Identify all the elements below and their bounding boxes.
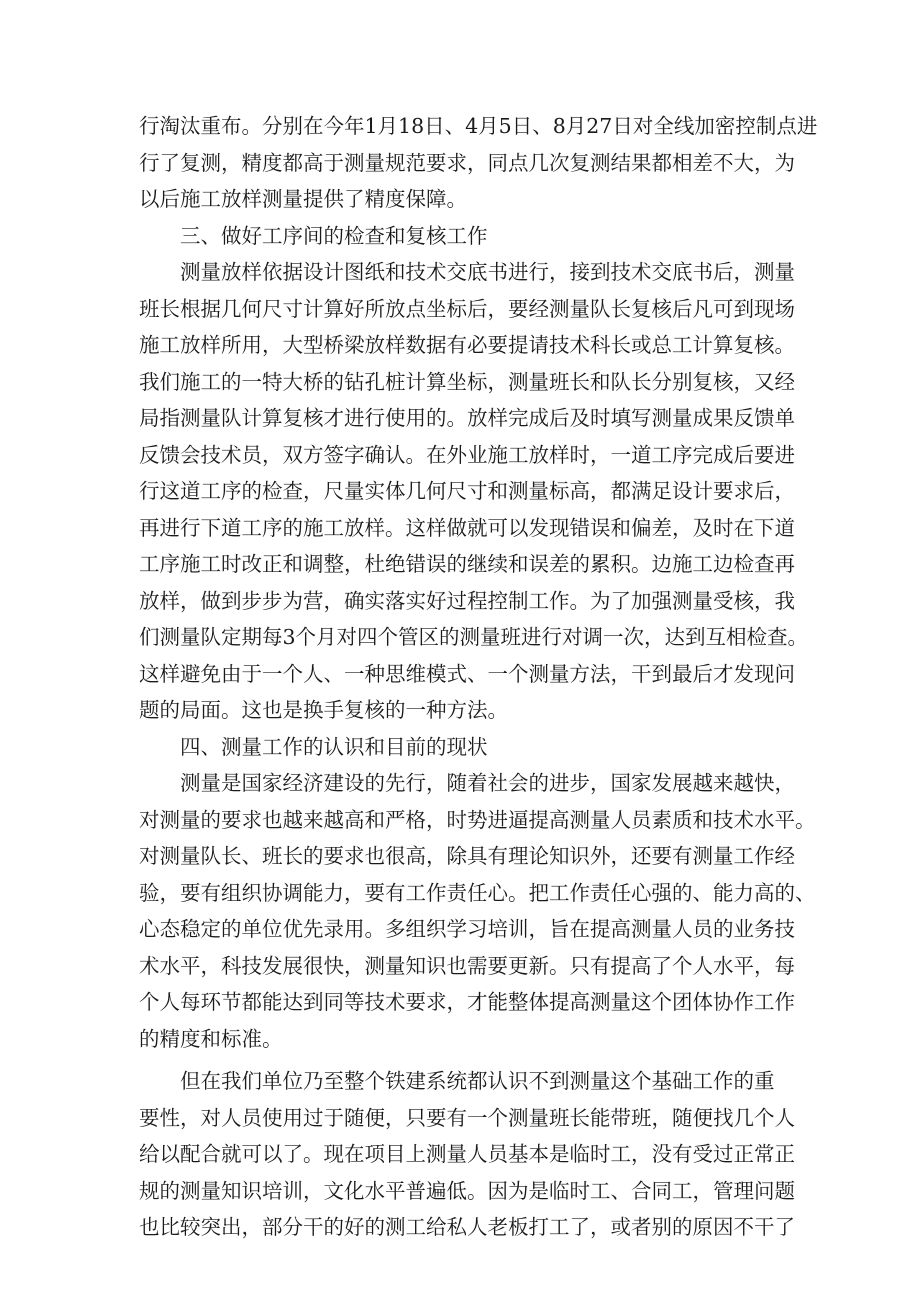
- text-line: 对测量队长、班长的要求也很高，除具有理论知识外，还要有测量工作经: [139, 844, 795, 868]
- text-line: 测量是国家经济建设的先行，随着社会的进步，国家发展越来越快，: [180, 771, 795, 795]
- text-line: 局指测量队计算复核才进行使用的。放样完成后及时填写测量成果反馈单: [139, 406, 795, 430]
- text-line: 也比较突出，部分干的好的测工给私人老板打工了，或者别的原因不干了: [139, 1215, 795, 1239]
- text-line: 题的局面。这也是换手复核的一种方法。: [139, 698, 508, 722]
- text-line: 的精度和标准。: [139, 1026, 283, 1051]
- text-line: 施工放样所用，大型桥梁放样数据有必要提请技术科长或总工计算复核。: [139, 333, 795, 357]
- text-line: 但在我们单位乃至整个铁建系统都认识不到测量这个基础工作的重: [180, 1069, 775, 1093]
- text-line: 心态稳定的单位优先录用。多组织学习培训，旨在提高测量人员的业务技: [139, 917, 795, 941]
- text-line: 们测量队定期每3个月对四个管区的测量班进行对调一次，达到互相检查。: [139, 625, 809, 649]
- text-line: 给以配合就可以了。现在项目上测量人员基本是临时工，没有受过正常正: [139, 1142, 795, 1166]
- text-line: 规的测量知识培训，文化水平普遍低。因为是临时工、合同工，管理问题: [139, 1178, 795, 1203]
- text-line: 再进行下道工序的施工放样。这样做就可以发现错误和偏差，及时在下道: [139, 515, 795, 540]
- text-line: 放样，做到步步为营，确实落实好过程控制工作。为了加强测量受核，我: [139, 588, 795, 613]
- text-line: 这样避免由于一个人、一种思维模式、一个测量方法，干到最后才发现问: [139, 661, 795, 686]
- text-line: 班长根据几何尺寸计算好所放点坐标后，要经测量队长复核后凡可到现场: [139, 296, 795, 321]
- text-line: 工序施工时改正和调整，杜绝错误的继续和误差的累积。边施工边检查再: [139, 552, 795, 576]
- text-line: 要性，对人员使用过于随便，只要有一个测量班长能带班，随便找几个人: [139, 1105, 795, 1130]
- text-line: 以后施工放样测量提供了精度保障。: [139, 187, 467, 211]
- text-line: 行淘汰重布。分别在今年1月18日、4月5日、8月27日对全线加密控制点进: [139, 114, 818, 138]
- text-line: 行这道工序的检查，尺量实体几何尺寸和测量标高，都满足设计要求后，: [139, 479, 795, 503]
- section-heading-4: 四、测量工作的认识和目前的现状: [180, 734, 488, 759]
- document-body: [139, 108, 818, 1246]
- text-line: 术水平，科技发展很快，测量知识也需要更新。只有提高了个人水平，每: [139, 953, 795, 978]
- text-line: 反馈会技术员，双方签字确认。在外业施工放样时，一道工序完成后要进: [139, 442, 795, 467]
- text-line: 测量放样依据设计图纸和技术交底书进行，接到技术交底书后，测量: [180, 260, 795, 284]
- text-line: 行了复测，精度都高于测量规范要求，同点几次复测结果都相差不大，为: [139, 150, 795, 175]
- text-line: 对测量的要求也越来越高和严格，时势进逼提高测量人员素质和技术水平。: [139, 807, 816, 832]
- text-line: 验，要有组织协调能力，要有工作责任心。把工作责任心强的、能力高的、: [139, 880, 816, 905]
- section-heading-3: 三、做好工序间的检查和复核工作: [180, 223, 488, 248]
- text-line: 我们施工的一特大桥的钻孔桩计算坐标，测量班长和队长分别复核，又经: [139, 369, 795, 394]
- text-line: 个人每环节都能达到同等技术要求，才能整体提高测量这个团体协作工作: [139, 990, 795, 1014]
